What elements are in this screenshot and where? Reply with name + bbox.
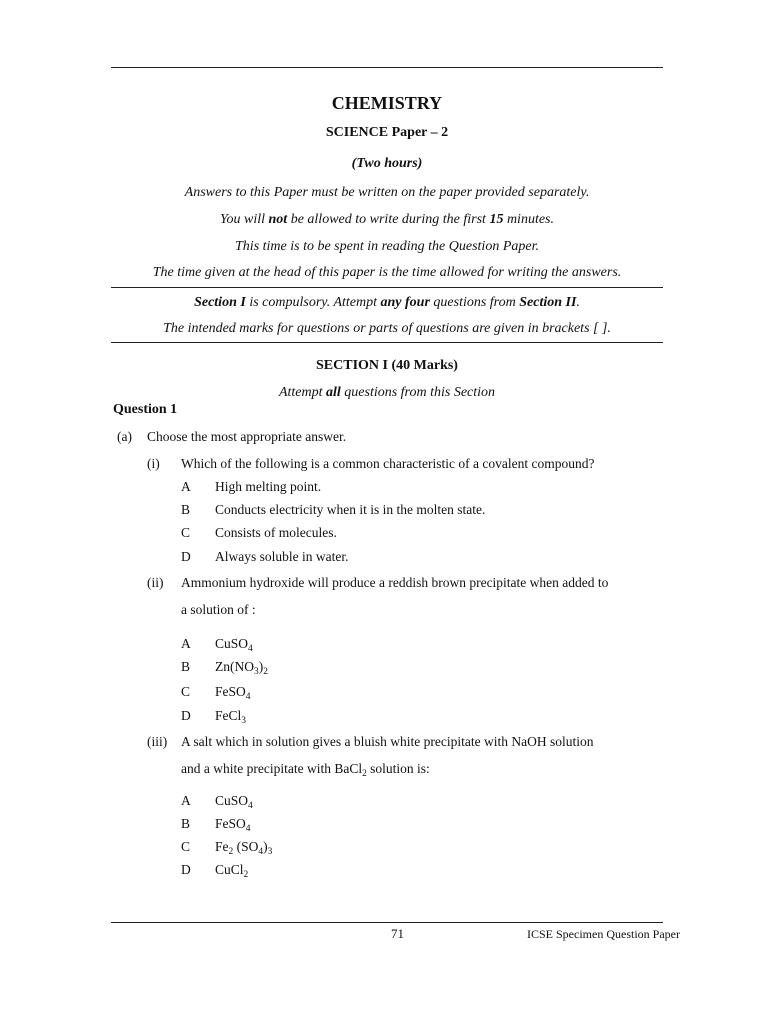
item-text: Ammonium hydroxide will produce a reddish brown precipitate when added to (181, 575, 609, 590)
top-rule (111, 67, 663, 68)
option-text: Conducts electricity when it is in the molten state. (215, 502, 486, 517)
formula-subscript: 2 (243, 870, 249, 880)
section-ii-ref: Section II (519, 295, 577, 310)
item-number: (iii) (147, 734, 168, 749)
option-letter: B (181, 816, 191, 831)
option-letter: C (181, 525, 191, 540)
question-title: Question 1 (113, 402, 178, 417)
footer-rule (111, 922, 663, 923)
formula-part: Zn(NO (215, 659, 254, 674)
rule-2 (111, 287, 663, 288)
instruction-line-2 (111, 212, 663, 228)
formula-part: CuSO (215, 793, 249, 808)
paper-subtitle: SCIENCE Paper – 2 (325, 125, 449, 140)
rules-end: . (576, 295, 580, 310)
item-number: (i) (147, 456, 160, 471)
option-formula (215, 659, 268, 675)
formula-subscript: 2 (263, 667, 268, 677)
option-letter: A (181, 636, 191, 651)
formula-part: CuCl (215, 862, 244, 877)
formula-subscript: 4 (245, 824, 251, 834)
formula-part: ) (263, 839, 268, 854)
item-text-post: solution is: (366, 761, 430, 776)
formula-part: CuSO (215, 636, 249, 651)
formula-part: (SO (233, 839, 259, 854)
item-text: Which of the following is a common characteristic of a covalent compound? (181, 456, 595, 471)
section-note-pre: Attempt (278, 385, 326, 400)
option-text: Consists of molecules. (215, 525, 337, 540)
option-formula (215, 839, 272, 855)
instruction-minutes-number: 15 (489, 212, 504, 227)
formula-subscript: 4 (248, 644, 253, 654)
duration: (Two hours) (351, 156, 423, 171)
formula-subscript: 3 (241, 716, 246, 726)
formula-subscript: 4 (245, 692, 251, 702)
option-letter: B (181, 659, 191, 674)
section-note-all: all (326, 385, 341, 400)
section-rules-line-1 (111, 295, 663, 311)
formula-part: FeSO (215, 816, 246, 831)
rules-mid: is compulsory. Attempt (245, 295, 381, 310)
item-number: (ii) (147, 575, 164, 590)
option-formula (215, 708, 246, 724)
item-text-continued: a solution of : (181, 602, 256, 617)
option-letter: A (181, 479, 191, 494)
formula-subscript: 2 (362, 769, 367, 779)
formula-subscript: 2 (228, 847, 234, 857)
formula-subscript: 4 (258, 847, 264, 857)
page-number: 71 (391, 926, 404, 941)
footer-source: ICSE Specimen Question Paper (527, 927, 680, 941)
formula-part: ) (258, 659, 264, 674)
formula-part: FeCl (215, 708, 242, 723)
formula-subscript: 3 (267, 847, 273, 857)
any-four: any four (380, 295, 430, 310)
option-letter: D (181, 549, 191, 564)
item-text: A salt which in solution gives a bluish white precipitate with NaOH solution (181, 734, 594, 749)
option-letter: D (181, 862, 191, 877)
rules-mid-2: questions from (429, 295, 520, 310)
option-letter: A (181, 793, 191, 808)
option-text: Always soluble in water. (215, 549, 349, 564)
option-letter: D (181, 708, 191, 723)
section-note-post: questions from this Section (340, 385, 496, 400)
part-label: (a) (117, 429, 132, 444)
item-text-continued (181, 761, 430, 777)
option-formula (215, 816, 250, 832)
item-text-pre: and a white precipitate with BaCl (181, 761, 363, 776)
section-note (111, 385, 663, 401)
rule-3 (111, 342, 663, 343)
part-text: Choose the most appropriate answer. (147, 429, 347, 444)
section-rules-line-2: The intended marks for questions or parts of questions are given in brackets [ ]. (163, 321, 611, 336)
option-formula (215, 862, 248, 878)
section-heading: SECTION I (40 Marks) (316, 358, 458, 373)
formula-part: FeSO (215, 684, 246, 699)
formula-subscript: 3 (254, 667, 259, 677)
formula-subscript: 4 (248, 801, 253, 811)
page-title: CHEMISTRY (331, 93, 443, 113)
instruction-not: not (268, 212, 288, 227)
section-i-ref: Section I (194, 295, 246, 310)
option-letter: C (181, 839, 191, 854)
instruction-line-2-post: minutes. (503, 212, 554, 227)
option-text: High melting point. (215, 479, 322, 494)
formula-part: Fe (215, 839, 229, 854)
option-formula (215, 684, 250, 700)
option-formula (215, 636, 253, 652)
instruction-line-2-pre: You will (220, 212, 269, 227)
instruction-line-2-mid: be allowed to write during the first (287, 212, 490, 227)
instruction-line-1: Answers to this Paper must be written on the paper provided separately. (184, 185, 590, 200)
option-formula (215, 793, 253, 809)
option-letter: B (181, 502, 191, 517)
option-letter: C (181, 684, 191, 699)
instruction-line-4: The time given at the head of this paper is the time allowed for writing the answers. (152, 265, 622, 280)
instruction-line-3: This time is to be spent in reading the Question Paper. (235, 239, 539, 254)
